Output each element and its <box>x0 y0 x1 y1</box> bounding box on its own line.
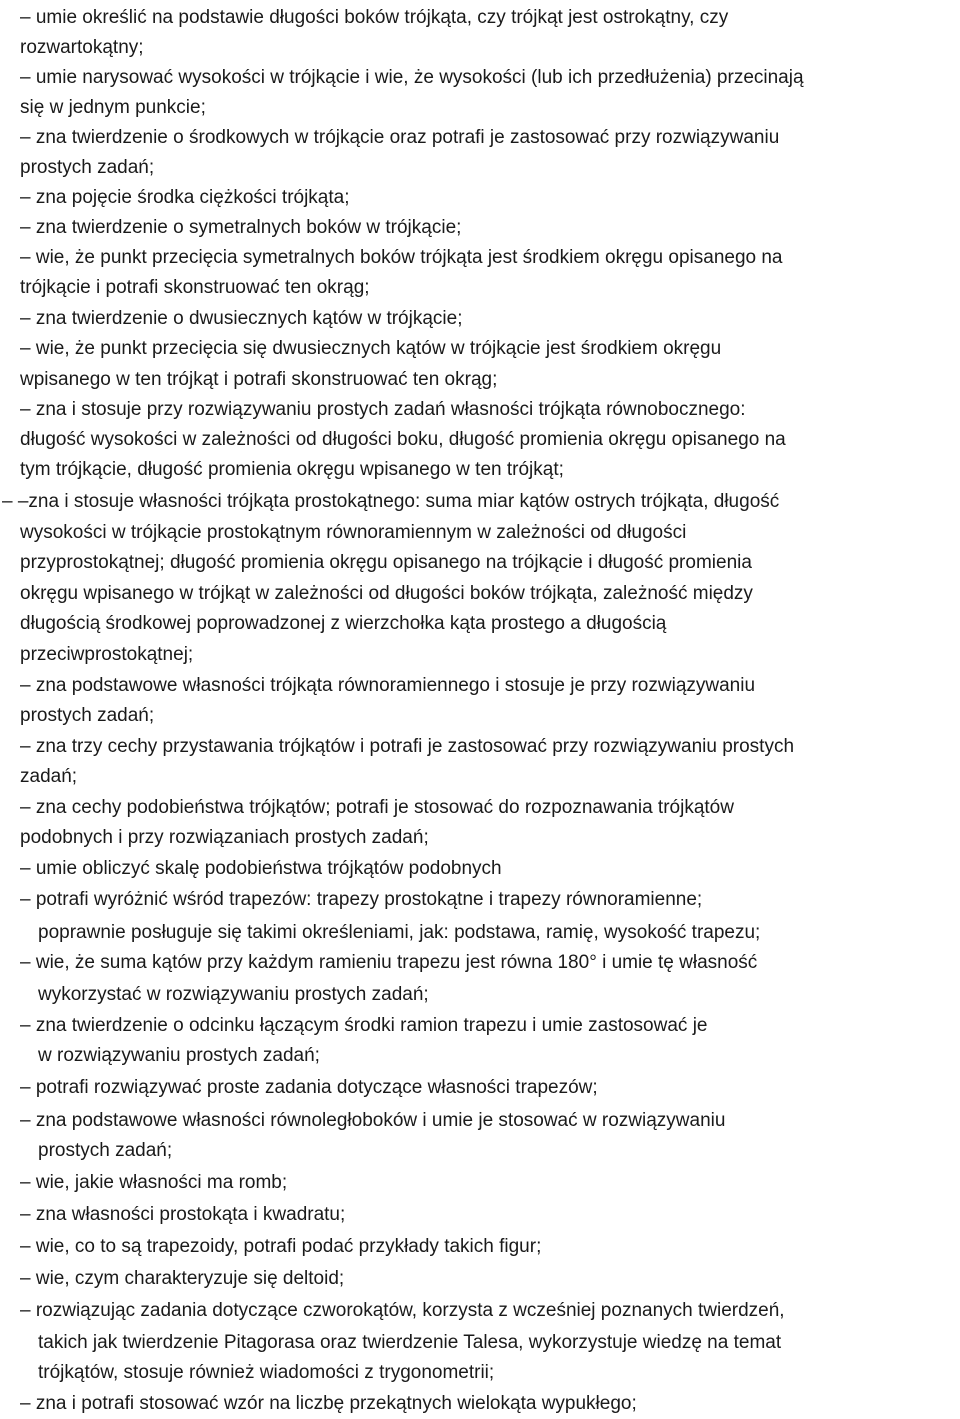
line-text: – wie, czym charakteryzuje się deltoid; <box>20 1268 345 1289</box>
text-line <box>0 1073 960 1103</box>
line-text: – umie obliczyć skalę podobieństwa trójkątów podobnych <box>20 858 502 879</box>
line-text: – zna cechy podobieństwa trójkątów; potrafi je stosować do rozpoznawania trójkątów <box>20 797 734 818</box>
text-line <box>0 213 960 243</box>
line-text: – umie narysować wysokości w trójkącie i wie, że wysokości (lub ich przedłużenia) przecinają <box>20 67 804 88</box>
text-line <box>0 1106 960 1136</box>
text-line <box>0 823 960 853</box>
text-line <box>0 183 960 213</box>
line-text: – –zna i stosuje własności trójkąta prostokątnego: suma miar kątów ostrych trójkąta, długość <box>2 491 780 512</box>
line-text: zadań; <box>20 766 78 787</box>
line-text: wykorzystać w rozwiązywaniu prostych zadań; <box>38 984 429 1005</box>
text-line <box>0 3 960 33</box>
text-line <box>0 762 960 792</box>
text-line <box>0 455 960 485</box>
line-text: wysokości w trójkącie prostokątnym równoramiennym w zależności od długości <box>20 522 687 543</box>
text-line <box>0 425 960 455</box>
line-text: tym trójkącie, długość promienia okręgu wpisanego w ten trójkąt; <box>20 459 564 480</box>
text-line <box>0 980 960 1010</box>
text-line <box>0 885 960 915</box>
line-text: trójkącie i potrafi skonstruować ten okrąg; <box>20 277 370 298</box>
line-text: wpisanego w ten trójkąt i potrafi skonstruować ten okrąg; <box>20 369 498 390</box>
line-text: – zna trzy cechy przystawania trójkątów i potrafi je zastosować przy rozwiązywaniu prostych <box>20 736 795 757</box>
line-text: trójkątów, stosuje również wiadomości z trygonometrii; <box>38 1362 495 1383</box>
text-line <box>0 334 960 364</box>
text-line <box>0 1011 960 1041</box>
text-line <box>0 1041 960 1071</box>
line-text: takich jak twierdzenie Pitagorasa oraz twierdzenie Talesa, wykorzystuje wiedzę na temat <box>38 1332 782 1353</box>
line-text: się w jednym punkcie; <box>20 97 206 118</box>
line-text: – wie, że suma kątów przy każdym ramieniu trapezu jest równa 180° i umie tę własność <box>20 952 758 973</box>
text-line <box>0 1358 960 1388</box>
line-text: – zna twierdzenie o symetralnych boków w trójkącie; <box>20 217 462 238</box>
text-line <box>0 1264 960 1294</box>
text-line <box>0 1389 960 1419</box>
text-line <box>0 243 960 273</box>
text-line <box>0 701 960 731</box>
line-text: okręgu wpisanego w trójkąt w zależności od długości boków trójkąta, zależność między <box>20 583 753 604</box>
line-text: przeciwprostokątnej; <box>20 644 194 665</box>
line-text: długość wysokości w zależności od długości boku, długość promienia okręgu opisanego na <box>20 429 786 450</box>
text-line <box>0 854 960 884</box>
line-text: – zna podstawowe własności równoległoboków i umie je stosować w rozwiązywaniu <box>20 1110 726 1131</box>
line-text: – wie, jakie własności ma romb; <box>20 1172 288 1193</box>
line-text: prostych zadań; <box>20 705 155 726</box>
line-text: – potrafi rozwiązywać proste zadania dotyczące własności trapezów; <box>20 1077 598 1098</box>
line-text: długością środkowej poprowadzonej z wierzchołka kąta prostego a długością <box>20 613 667 634</box>
text-line <box>0 1328 960 1358</box>
line-text: – wie, że punkt przecięcia się dwusiecznych kątów w trójkącie jest środkiem okręgu <box>20 338 722 359</box>
line-text: – zna własności prostokąta i kwadratu; <box>20 1204 346 1225</box>
text-line <box>0 33 960 63</box>
line-text: – wie, co to są trapezoidy, potrafi podać przykłady takich figur; <box>20 1236 542 1257</box>
text-line <box>0 1200 960 1230</box>
line-text: – zna twierdzenie o dwusiecznych kątów w trójkącie; <box>20 308 463 329</box>
text-line <box>0 273 960 303</box>
text-line <box>0 93 960 123</box>
line-text: – zna i stosuje przy rozwiązywaniu prostych zadań własności trójkąta równobocznego: <box>20 399 746 420</box>
line-text: – zna twierdzenie o odcinku łączącym środki ramion trapezu i umie zastosować je <box>20 1015 708 1036</box>
text-line <box>0 153 960 183</box>
text-line <box>0 304 960 334</box>
line-text: poprawnie posługuje się takimi określeniami, jak: podstawa, ramię, wysokość trapezu; <box>38 922 761 943</box>
line-text: rozwartokątny; <box>20 37 144 58</box>
text-line <box>0 1168 960 1198</box>
text-line <box>0 123 960 153</box>
line-text: – zna pojęcie środka ciężkości trójkąta; <box>20 187 350 208</box>
line-text: prostych zadań; <box>20 157 155 178</box>
text-line <box>0 918 960 948</box>
line-text: w rozwiązywaniu prostych zadań; <box>38 1045 320 1066</box>
text-line <box>0 793 960 823</box>
line-text: prostych zadań; <box>38 1140 173 1161</box>
text-line <box>0 732 960 762</box>
text-line <box>0 365 960 395</box>
line-text: – wie, że punkt przecięcia symetralnych boków trójkąta jest środkiem okręgu opisanego na <box>20 247 783 268</box>
text-line <box>0 63 960 93</box>
text-line <box>0 609 960 639</box>
line-text: przyprostokątnej; długość promienia okręgu opisanego na trójkącie i długość promienia <box>20 552 752 573</box>
text-line <box>0 671 960 701</box>
text-line <box>0 1136 960 1166</box>
line-text: – potrafi wyróżnić wśród trapezów: trapezy prostokątne i trapezy równoramienne; <box>20 889 703 910</box>
line-text: – zna twierdzenie o środkowych w trójkącie oraz potrafi je zastosować przy rozwiązywaniu <box>20 127 780 148</box>
line-text: – umie określić na podstawie długości boków trójkąta, czy trójkąt jest ostrokątny, czy <box>20 7 729 28</box>
text-line <box>0 548 960 578</box>
text-line <box>0 1296 960 1326</box>
line-text: – rozwiązując zadania dotyczące czworokątów, korzysta z wcześniej poznanych twierdzeń, <box>20 1300 785 1321</box>
text-line <box>0 640 960 670</box>
text-line <box>0 579 960 609</box>
line-text: podobnych i przy rozwiązaniach prostych zadań; <box>20 827 429 848</box>
text-line <box>0 487 960 517</box>
text-line <box>0 395 960 425</box>
text-line <box>0 948 960 978</box>
text-line <box>0 518 960 548</box>
text-line <box>0 1232 960 1262</box>
line-text: – zna i potrafi stosować wzór na liczbę przekątnych wielokąta wypukłego; <box>20 1393 637 1414</box>
line-text: – zna podstawowe własności trójkąta równoramiennego i stosuje je przy rozwiązywaniu <box>20 675 756 696</box>
